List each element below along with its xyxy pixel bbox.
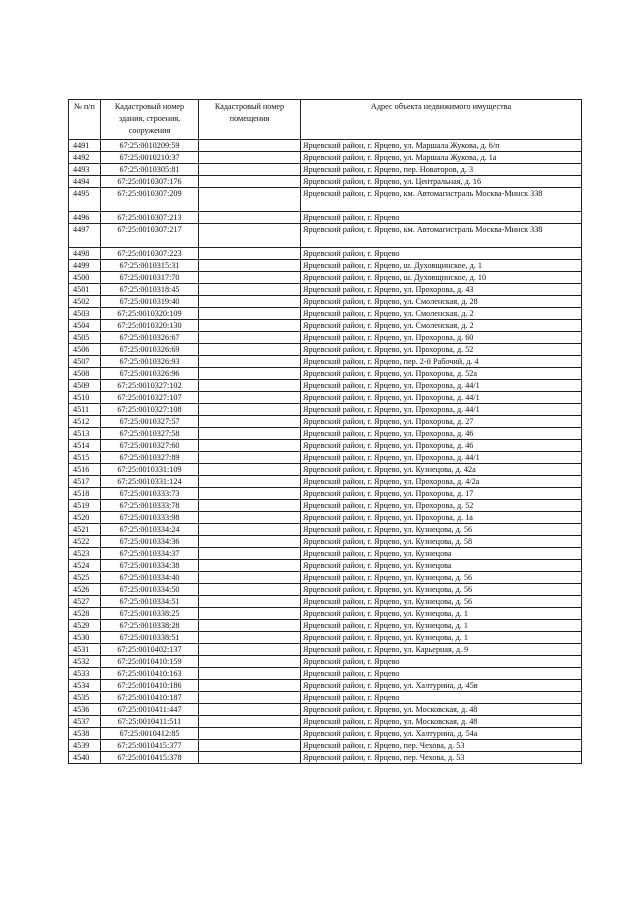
table-row bbox=[69, 500, 582, 512]
table-row bbox=[69, 188, 582, 212]
row-number: 4506 bbox=[69, 344, 101, 356]
property-address: Ярцевский район, г. Ярцево, пер. Новаторов, д. 3 bbox=[301, 164, 582, 176]
cadastral-room-number bbox=[199, 740, 301, 752]
property-address: Ярцевский район, г. Ярцево, ул. Кузнецова, д. 1 bbox=[301, 632, 582, 644]
row-number: 4526 bbox=[69, 584, 101, 596]
property-address: Ярцевский район, г. Ярцево, ул. Прохорова, д. 52а bbox=[301, 368, 582, 380]
row-number: 4537 bbox=[69, 716, 101, 728]
property-address: Ярцевский район, г. Ярцево, ул. Прохорова, д. 4/2а bbox=[301, 476, 582, 488]
row-number: 4536 bbox=[69, 704, 101, 716]
table-row bbox=[69, 668, 582, 680]
table-row bbox=[69, 644, 582, 656]
cadastral-room-number bbox=[199, 680, 301, 692]
cadastral-room-number bbox=[199, 752, 301, 764]
table-body bbox=[69, 140, 582, 764]
row-number: 4495 bbox=[69, 188, 101, 212]
row-number: 4534 bbox=[69, 680, 101, 692]
row-number: 4507 bbox=[69, 356, 101, 368]
property-address: Ярцевский район, г. Ярцево, ул. Кузнецова, д. 58 bbox=[301, 536, 582, 548]
row-number: 4528 bbox=[69, 608, 101, 620]
property-address: Ярцевский район, г. Ярцево, ул. Смоленская, д. 2 bbox=[301, 320, 582, 332]
row-number: 4498 bbox=[69, 248, 101, 260]
table-header-row bbox=[69, 100, 582, 140]
property-address: Ярцевский район, г. Ярцево, ул. Кузнецова, д. 56 bbox=[301, 524, 582, 536]
table-row bbox=[69, 164, 582, 176]
cadastral-building-number: 67:25:0010327:89 bbox=[101, 452, 199, 464]
cadastral-building-number: 67:25:0010327:57 bbox=[101, 416, 199, 428]
row-number: 4514 bbox=[69, 440, 101, 452]
row-number: 4523 bbox=[69, 548, 101, 560]
cadastral-room-number bbox=[199, 620, 301, 632]
cadastral-room-number bbox=[199, 428, 301, 440]
cadastral-room-number bbox=[199, 368, 301, 380]
table-row bbox=[69, 284, 582, 296]
property-address: Ярцевский район, г. Ярцево, км. Автомагистраль Москва-Минск 338 bbox=[301, 188, 582, 212]
cadastral-room-number bbox=[199, 656, 301, 668]
cadastral-building-number: 67:25:0010338:25 bbox=[101, 608, 199, 620]
cadastral-building-number: 67:25:0010327:60 bbox=[101, 440, 199, 452]
cadastral-room-number bbox=[199, 284, 301, 296]
cadastral-building-number: 67:25:0010410:186 bbox=[101, 680, 199, 692]
cadastral-room-number bbox=[199, 644, 301, 656]
row-number: 4532 bbox=[69, 656, 101, 668]
cadastral-building-number: 67:25:0010307:217 bbox=[101, 224, 199, 248]
cadastral-building-number: 67:25:0010326:67 bbox=[101, 332, 199, 344]
table-row bbox=[69, 536, 582, 548]
row-number: 4535 bbox=[69, 692, 101, 704]
table-row bbox=[69, 452, 582, 464]
cadastral-room-number bbox=[199, 500, 301, 512]
cadastral-building-number: 67:25:0010320:130 bbox=[101, 320, 199, 332]
table-row bbox=[69, 368, 582, 380]
property-address: Ярцевский район, г. Ярцево, пер. 2-й Рабочий, д. 4 bbox=[301, 356, 582, 368]
cadastral-building-number: 67:25:0010415:377 bbox=[101, 740, 199, 752]
cadastral-room-number bbox=[199, 392, 301, 404]
property-address: Ярцевский район, г. Ярцево, ул. Прохорова, д. 44/1 bbox=[301, 404, 582, 416]
cadastral-building-number: 67:25:0010209:59 bbox=[101, 140, 199, 152]
row-number: 4501 bbox=[69, 284, 101, 296]
property-address: Ярцевский район, г. Ярцево, ул. Кузнецова bbox=[301, 548, 582, 560]
table-row bbox=[69, 212, 582, 224]
row-number: 4533 bbox=[69, 668, 101, 680]
table-row bbox=[69, 440, 582, 452]
row-number: 4525 bbox=[69, 572, 101, 584]
table-row bbox=[69, 572, 582, 584]
cadastral-room-number bbox=[199, 584, 301, 596]
cadastral-building-number: 67:25:0010338:28 bbox=[101, 620, 199, 632]
property-address: Ярцевский район, г. Ярцево, ул. Прохорова, д. 60 bbox=[301, 332, 582, 344]
property-address: Ярцевский район, г. Ярцево, ул. Смоленская, д. 28 bbox=[301, 296, 582, 308]
table-row bbox=[69, 320, 582, 332]
property-address: Ярцевский район, г. Ярцево, ул. Прохорова, д. 46 bbox=[301, 440, 582, 452]
cadastral-room-number bbox=[199, 728, 301, 740]
cadastral-room-number bbox=[199, 548, 301, 560]
row-number: 4518 bbox=[69, 488, 101, 500]
row-number: 4493 bbox=[69, 164, 101, 176]
cadastral-room-number bbox=[199, 176, 301, 188]
property-address: Ярцевский район, г. Ярцево, ул. Прохорова, д. 1а bbox=[301, 512, 582, 524]
table-row bbox=[69, 272, 582, 284]
cadastral-room-number bbox=[199, 416, 301, 428]
property-address: Ярцевский район, г. Ярцево bbox=[301, 668, 582, 680]
table-row bbox=[69, 752, 582, 764]
property-address: Ярцевский район, г. Ярцево, ул. Маршала Жукова, д. 6/п bbox=[301, 140, 582, 152]
row-number: 4508 bbox=[69, 368, 101, 380]
property-address: Ярцевский район, г. Ярцево, ш. Духовщинское, д. 1 bbox=[301, 260, 582, 272]
table-row bbox=[69, 260, 582, 272]
cadastral-building-number: 67:25:0010411:511 bbox=[101, 716, 199, 728]
property-address: Ярцевский район, г. Ярцево, ул. Прохорова, д. 44/1 bbox=[301, 380, 582, 392]
row-number: 4538 bbox=[69, 728, 101, 740]
row-number: 4527 bbox=[69, 596, 101, 608]
cadastral-room-number bbox=[199, 512, 301, 524]
cadastral-room-number bbox=[199, 524, 301, 536]
row-number: 4511 bbox=[69, 404, 101, 416]
row-number: 4521 bbox=[69, 524, 101, 536]
cadastral-room-number bbox=[199, 464, 301, 476]
row-number: 4515 bbox=[69, 452, 101, 464]
row-number: 4530 bbox=[69, 632, 101, 644]
table-row bbox=[69, 596, 582, 608]
cadastral-building-number: 67:25:0010410:159 bbox=[101, 656, 199, 668]
table-row bbox=[69, 476, 582, 488]
table-row bbox=[69, 224, 582, 248]
table-row bbox=[69, 344, 582, 356]
cadastral-building-number: 67:25:0010307:213 bbox=[101, 212, 199, 224]
cadastral-building-number: 67:25:0010331:109 bbox=[101, 464, 199, 476]
property-address: Ярцевский район, г. Ярцево, ул. Прохорова, д. 52 bbox=[301, 500, 582, 512]
cadastral-building-number: 67:25:0010326:69 bbox=[101, 344, 199, 356]
cadastral-room-number bbox=[199, 260, 301, 272]
cadastral-room-number bbox=[199, 668, 301, 680]
table-row bbox=[69, 512, 582, 524]
cadastral-building-number: 67:25:0010334:40 bbox=[101, 572, 199, 584]
cadastral-room-number bbox=[199, 440, 301, 452]
cadastral-building-number: 67:25:0010402:137 bbox=[101, 644, 199, 656]
table-row bbox=[69, 416, 582, 428]
table-row bbox=[69, 176, 582, 188]
cadastral-room-number bbox=[199, 536, 301, 548]
property-address: Ярцевский район, г. Ярцево bbox=[301, 692, 582, 704]
row-number: 4524 bbox=[69, 560, 101, 572]
cadastral-building-number: 67:25:0010305:81 bbox=[101, 164, 199, 176]
property-address: Ярцевский район, г. Ярцево, ул. Кузнецова, д. 1 bbox=[301, 608, 582, 620]
property-address: Ярцевский район, г. Ярцево, ш. Духовщинское, д. 10 bbox=[301, 272, 582, 284]
cadastral-room-number bbox=[199, 308, 301, 320]
cadastral-building-number: 67:25:0010327:58 bbox=[101, 428, 199, 440]
table-row bbox=[69, 704, 582, 716]
cadastral-building-number: 67:25:0010334:51 bbox=[101, 596, 199, 608]
table-row bbox=[69, 332, 582, 344]
cadastral-room-number bbox=[199, 248, 301, 260]
row-number: 4520 bbox=[69, 512, 101, 524]
header-cadastral-room: Кадастровый номер помещения bbox=[199, 100, 301, 140]
property-address: Ярцевский район, г. Ярцево, ул. Карьерная, д. 9 bbox=[301, 644, 582, 656]
cadastral-room-number bbox=[199, 476, 301, 488]
table-row bbox=[69, 464, 582, 476]
row-number: 4517 bbox=[69, 476, 101, 488]
cadastral-building-number: 67:25:0010334:36 bbox=[101, 536, 199, 548]
row-number: 4505 bbox=[69, 332, 101, 344]
cadastral-room-number bbox=[199, 692, 301, 704]
table-row bbox=[69, 680, 582, 692]
row-number: 4513 bbox=[69, 428, 101, 440]
cadastral-room-number bbox=[199, 560, 301, 572]
cadastral-building-number: 67:25:0010333:73 bbox=[101, 488, 199, 500]
cadastral-room-number bbox=[199, 608, 301, 620]
table-row bbox=[69, 296, 582, 308]
table-row bbox=[69, 728, 582, 740]
row-number: 4500 bbox=[69, 272, 101, 284]
cadastral-building-number: 67:25:0010319:40 bbox=[101, 296, 199, 308]
cadastral-building-number: 67:25:0010331:124 bbox=[101, 476, 199, 488]
cadastral-room-number bbox=[199, 596, 301, 608]
table-row bbox=[69, 656, 582, 668]
cadastral-building-number: 67:25:0010333:98 bbox=[101, 512, 199, 524]
header-num: № п/п bbox=[69, 100, 101, 140]
cadastral-room-number bbox=[199, 572, 301, 584]
row-number: 4503 bbox=[69, 308, 101, 320]
table-row bbox=[69, 620, 582, 632]
property-address: Ярцевский район, г. Ярцево, ул. Маршала Жукова, д. 1а bbox=[301, 152, 582, 164]
property-address: Ярцевский район, г. Ярцево, ул. Халтурина, д. 54а bbox=[301, 728, 582, 740]
property-address: Ярцевский район, г. Ярцево, ул. Кузнецова, д. 56 bbox=[301, 584, 582, 596]
cadastral-room-number bbox=[199, 380, 301, 392]
property-address: Ярцевский район, г. Ярцево, ул. Прохорова, д. 43 bbox=[301, 284, 582, 296]
row-number: 4531 bbox=[69, 644, 101, 656]
row-number: 4509 bbox=[69, 380, 101, 392]
cadastral-building-number: 67:25:0010315:31 bbox=[101, 260, 199, 272]
table-row bbox=[69, 152, 582, 164]
property-address: Ярцевский район, г. Ярцево, ул. Прохорова, д. 52 bbox=[301, 344, 582, 356]
cadastral-room-number bbox=[199, 140, 301, 152]
cadastral-building-number: 67:25:0010307:209 bbox=[101, 188, 199, 212]
cadastral-building-number: 67:25:0010327:102 bbox=[101, 380, 199, 392]
cadastral-building-number: 67:25:0010320:109 bbox=[101, 308, 199, 320]
cadastral-room-number bbox=[199, 320, 301, 332]
property-address: Ярцевский район, г. Ярцево bbox=[301, 656, 582, 668]
row-number: 4522 bbox=[69, 536, 101, 548]
cadastral-room-number bbox=[199, 164, 301, 176]
table-row bbox=[69, 404, 582, 416]
cadastral-building-number: 67:25:0010327:108 bbox=[101, 404, 199, 416]
table-row bbox=[69, 248, 582, 260]
row-number: 4492 bbox=[69, 152, 101, 164]
cadastral-room-number bbox=[199, 188, 301, 212]
cadastral-room-number bbox=[199, 632, 301, 644]
cadastral-building-number: 67:25:0010334:50 bbox=[101, 584, 199, 596]
property-address: Ярцевский район, г. Ярцево bbox=[301, 212, 582, 224]
table-row bbox=[69, 740, 582, 752]
cadastral-room-number bbox=[199, 344, 301, 356]
cadastral-room-number bbox=[199, 356, 301, 368]
property-address: Ярцевский район, г. Ярцево, ул. Кузнецова, д. 1 bbox=[301, 620, 582, 632]
cadastral-room-number bbox=[199, 704, 301, 716]
row-number: 4512 bbox=[69, 416, 101, 428]
cadastral-room-number bbox=[199, 212, 301, 224]
table-row bbox=[69, 428, 582, 440]
property-address: Ярцевский район, г. Ярцево, ул. Прохорова, д. 17 bbox=[301, 488, 582, 500]
property-address: Ярцевский район, г. Ярцево, ул. Смоленская, д. 2 bbox=[301, 308, 582, 320]
table-row bbox=[69, 392, 582, 404]
cadastral-building-number: 67:25:0010411:447 bbox=[101, 704, 199, 716]
row-number: 4497 bbox=[69, 224, 101, 248]
row-number: 4540 bbox=[69, 752, 101, 764]
table-row bbox=[69, 380, 582, 392]
property-address: Ярцевский район, г. Ярцево, ул. Кузнецова bbox=[301, 560, 582, 572]
property-address: Ярцевский район, г. Ярцево, пер. Чехова, д. 53 bbox=[301, 740, 582, 752]
cadastral-building-number: 67:25:0010410:187 bbox=[101, 692, 199, 704]
property-address: Ярцевский район, г. Ярцево, пер. Чехова, д. 53 bbox=[301, 752, 582, 764]
cadastral-room-number bbox=[199, 224, 301, 248]
table-row bbox=[69, 524, 582, 536]
cadastral-building-number: 67:25:0010412:85 bbox=[101, 728, 199, 740]
cadastral-room-number bbox=[199, 404, 301, 416]
row-number: 4502 bbox=[69, 296, 101, 308]
table-row bbox=[69, 548, 582, 560]
row-number: 4529 bbox=[69, 620, 101, 632]
cadastral-building-number: 67:25:0010210:37 bbox=[101, 152, 199, 164]
cadastral-building-number: 67:25:0010334:38 bbox=[101, 560, 199, 572]
property-address: Ярцевский район, г. Ярцево bbox=[301, 248, 582, 260]
property-address: Ярцевский район, г. Ярцево, ул. Прохорова, д. 27 bbox=[301, 416, 582, 428]
row-number: 4539 bbox=[69, 740, 101, 752]
cadastral-room-number bbox=[199, 296, 301, 308]
table-row bbox=[69, 608, 582, 620]
property-address: Ярцевский район, г. Ярцево, ул. Халтурина, д. 45в bbox=[301, 680, 582, 692]
cadastral-building-number: 67:25:0010415:378 bbox=[101, 752, 199, 764]
table-row bbox=[69, 308, 582, 320]
row-number: 4510 bbox=[69, 392, 101, 404]
table-row bbox=[69, 716, 582, 728]
row-number: 4499 bbox=[69, 260, 101, 272]
table-row bbox=[69, 560, 582, 572]
row-number: 4494 bbox=[69, 176, 101, 188]
property-address: Ярцевский район, г. Ярцево, ул. Центральная, д. 16 bbox=[301, 176, 582, 188]
property-address: Ярцевский район, г. Ярцево, ул. Прохорова, д. 44/1 bbox=[301, 452, 582, 464]
cadastral-building-number: 67:25:0010307:176 bbox=[101, 176, 199, 188]
row-number: 4519 bbox=[69, 500, 101, 512]
table-row bbox=[69, 488, 582, 500]
property-address: Ярцевский район, г. Ярцево, ул. Московская, д. 48 bbox=[301, 716, 582, 728]
cadastral-building-number: 67:25:0010327:107 bbox=[101, 392, 199, 404]
cadastral-room-number bbox=[199, 152, 301, 164]
property-address: Ярцевский район, г. Ярцево, ул. Кузнецова, д. 56 bbox=[301, 572, 582, 584]
property-address: Ярцевский район, г. Ярцево, ул. Прохорова, д. 44/1 bbox=[301, 392, 582, 404]
row-number: 4516 bbox=[69, 464, 101, 476]
cadastral-room-number bbox=[199, 716, 301, 728]
cadastral-building-number: 67:25:0010326:96 bbox=[101, 368, 199, 380]
header-address: Адрес объекта недвижимого имущества bbox=[301, 100, 582, 140]
property-registry-table bbox=[68, 99, 582, 764]
table-row bbox=[69, 356, 582, 368]
property-address: Ярцевский район, г. Ярцево, км. Автомагистраль Москва-Минск 338 bbox=[301, 224, 582, 248]
row-number: 4496 bbox=[69, 212, 101, 224]
table-row bbox=[69, 632, 582, 644]
property-address: Ярцевский район, г. Ярцево, ул. Московская, д. 48 bbox=[301, 704, 582, 716]
cadastral-room-number bbox=[199, 452, 301, 464]
table-row bbox=[69, 692, 582, 704]
property-address: Ярцевский район, г. Ярцево, ул. Кузнецова, д. 42а bbox=[301, 464, 582, 476]
cadastral-room-number bbox=[199, 272, 301, 284]
cadastral-building-number: 67:25:0010317:70 bbox=[101, 272, 199, 284]
row-number: 4504 bbox=[69, 320, 101, 332]
cadastral-building-number: 67:25:0010326:93 bbox=[101, 356, 199, 368]
header-cadastral-building: Кадастровый номер здания, строения, сооружения bbox=[101, 100, 199, 140]
table-row bbox=[69, 140, 582, 152]
table-row bbox=[69, 584, 582, 596]
cadastral-building-number: 67:25:0010410:163 bbox=[101, 668, 199, 680]
cadastral-building-number: 67:25:0010318:45 bbox=[101, 284, 199, 296]
cadastral-room-number bbox=[199, 488, 301, 500]
row-number: 4491 bbox=[69, 140, 101, 152]
cadastral-building-number: 67:25:0010334:37 bbox=[101, 548, 199, 560]
cadastral-room-number bbox=[199, 332, 301, 344]
property-address: Ярцевский район, г. Ярцево, ул. Кузнецова, д. 56 bbox=[301, 596, 582, 608]
cadastral-building-number: 67:25:0010333:78 bbox=[101, 500, 199, 512]
property-address: Ярцевский район, г. Ярцево, ул. Прохорова, д. 46 bbox=[301, 428, 582, 440]
cadastral-building-number: 67:25:0010338:51 bbox=[101, 632, 199, 644]
cadastral-building-number: 67:25:0010334:24 bbox=[101, 524, 199, 536]
cadastral-building-number: 67:25:0010307:223 bbox=[101, 248, 199, 260]
